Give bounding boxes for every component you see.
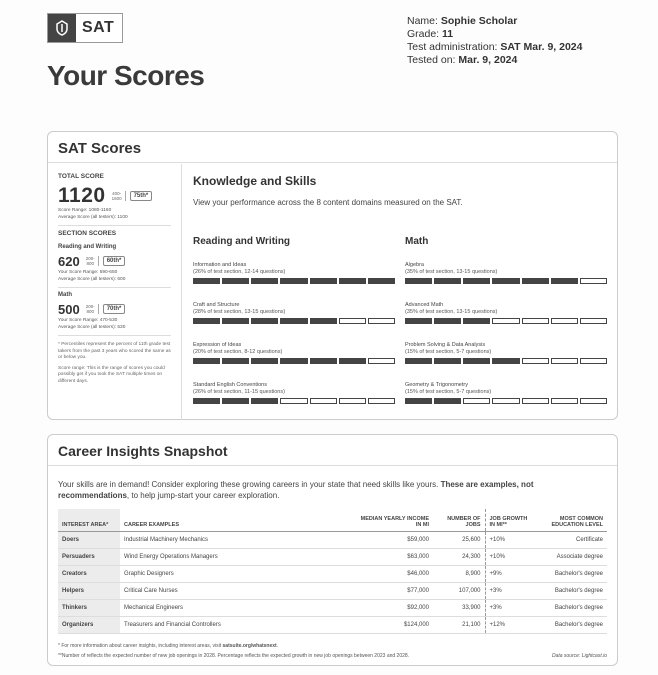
section-scores-label: SECTION SCORES	[58, 230, 117, 237]
total-average: Average Score (all testers): 1100	[58, 215, 128, 220]
growth-cell: +12%	[485, 616, 537, 633]
knowledge-description: View your performance across the 8 content domains measured on the SAT.	[193, 198, 463, 207]
education-cell: Bachelor's degree	[537, 582, 607, 599]
jobs-cell: 8,900	[433, 565, 485, 582]
performance-segment	[492, 358, 519, 364]
rw-domain	[193, 262, 395, 284]
performance-segment	[193, 318, 220, 324]
performance-segment	[434, 398, 461, 404]
performance-segment	[463, 318, 490, 324]
rw-average: Average Score (all testers): 600	[58, 277, 126, 282]
logo-text: SAT	[82, 19, 115, 36]
domain-name: Information and Ideas	[193, 262, 247, 268]
table-row	[58, 582, 607, 599]
performance-segment	[405, 278, 432, 284]
data-source: Data source: Lightcast.io	[551, 653, 607, 659]
performance-segment	[222, 398, 249, 404]
math-domain	[405, 382, 607, 404]
performance-segment	[405, 318, 432, 324]
performance-segment	[339, 398, 366, 404]
career-example-cell: Graphic Designers	[120, 565, 353, 582]
performance-segment	[551, 398, 578, 404]
performance-segment	[463, 358, 490, 364]
income-cell: $77,000	[353, 582, 433, 599]
fn1-b: .	[276, 643, 279, 649]
whatsnext-link[interactable]: satsuite.org/whatsnext	[222, 643, 277, 649]
domain-weight: (28% of test section, 13-15 questions)	[193, 309, 286, 315]
performance-segment	[405, 398, 432, 404]
performance-segment	[368, 358, 395, 364]
rw-domain	[193, 382, 395, 404]
education-cell: Bachelor's degree	[537, 616, 607, 633]
performance-segment	[551, 318, 578, 324]
table-row	[58, 531, 607, 548]
performance-bar	[193, 318, 395, 324]
performance-segment	[492, 278, 519, 284]
total-score-label: TOTAL SCORE	[58, 173, 104, 180]
math-domain	[405, 262, 607, 284]
career-example-cell: Critical Care Nurses	[120, 582, 353, 599]
performance-segment	[193, 358, 220, 364]
performance-segment	[251, 398, 278, 404]
desc-plain: Your skills are in demand! Consider exploring these growing careers in your state that need skills like yours.	[58, 480, 441, 489]
math-range	[86, 304, 99, 314]
interest-area-cell: Organizers	[58, 616, 120, 633]
range-bottom: 800	[86, 309, 94, 314]
rw-domain	[193, 302, 395, 324]
math-percentile: 70th*	[103, 304, 126, 314]
performance-segment	[580, 278, 607, 284]
performance-segment	[580, 318, 607, 324]
performance-segment	[580, 398, 607, 404]
interest-area-cell: Persuaders	[58, 548, 120, 565]
career-description	[58, 479, 598, 501]
performance-segment	[492, 398, 519, 404]
rw-score: 620	[58, 253, 80, 269]
performance-segment	[368, 318, 395, 324]
career-footnote-1	[58, 643, 278, 649]
math-domain	[405, 342, 607, 364]
sat-logo	[47, 13, 123, 43]
domain-name: Craft and Structure	[193, 302, 240, 308]
domain-name: Standard English Conventions	[193, 382, 267, 388]
career-example-cell: Wind Energy Operations Managers	[120, 548, 353, 565]
performance-segment	[222, 358, 249, 364]
col-interest-area: INTEREST AREA*	[58, 509, 120, 531]
performance-bar	[405, 278, 607, 284]
interest-area-cell: Creators	[58, 565, 120, 582]
performance-segment	[580, 358, 607, 364]
total-percentile: 75th*	[130, 191, 153, 201]
income-cell: $63,000	[353, 548, 433, 565]
performance-segment	[251, 278, 278, 284]
growth-cell: +3%	[485, 582, 537, 599]
student-grade: 11	[442, 28, 454, 40]
performance-segment	[551, 358, 578, 364]
total-score-range: Score Range: 1080-1160	[58, 208, 112, 213]
math-domain	[405, 302, 607, 324]
performance-bar	[405, 358, 607, 364]
acorn-icon	[48, 14, 76, 42]
domain-name: Expression of Ideas	[193, 342, 242, 348]
education-cell: Certificate	[537, 531, 607, 548]
table-row	[58, 616, 607, 633]
performance-segment	[310, 318, 337, 324]
student-info	[407, 15, 582, 67]
range-top: 200-	[85, 256, 95, 261]
domain-weight: (35% of test section, 13-15 questions)	[405, 309, 498, 315]
income-cell: $59,000	[353, 531, 433, 548]
performance-bar	[405, 318, 607, 324]
performance-segment	[522, 358, 549, 364]
tested-on-label: Tested on:	[407, 54, 459, 66]
range-footnote: Score range: This is the range of scores you could possibly get if you took the SAT multiple times on different days.	[58, 365, 165, 384]
performance-segment	[368, 398, 395, 404]
jobs-cell: 33,900	[433, 599, 485, 616]
performance-segment	[492, 318, 519, 324]
grade-label: Grade:	[407, 28, 443, 40]
performance-segment	[463, 398, 490, 404]
performance-segment	[310, 278, 337, 284]
performance-segment	[193, 278, 220, 284]
performance-segment	[280, 318, 307, 324]
performance-segment	[405, 358, 432, 364]
range-bottom: 800	[86, 261, 94, 266]
rw-percentile: 60th*	[103, 256, 126, 266]
domain-name: Algebra	[405, 262, 424, 268]
growth-cell: +3%	[485, 599, 537, 616]
performance-segment	[251, 318, 278, 324]
math-score: 500	[58, 301, 80, 317]
sat-scores-card	[47, 131, 618, 420]
rw-score-range: Your Score Range: 590-650	[58, 270, 118, 275]
performance-segment	[280, 398, 307, 404]
career-title: Career Insights Snapshot	[48, 435, 617, 466]
jobs-cell: 25,600	[433, 531, 485, 548]
performance-segment	[434, 278, 461, 284]
performance-segment	[310, 398, 337, 404]
performance-segment	[522, 318, 549, 324]
domain-weight: (26% of test section, 11-15 questions)	[193, 389, 285, 395]
performance-segment	[222, 278, 249, 284]
performance-bar	[405, 398, 607, 404]
performance-bar	[193, 398, 395, 404]
performance-segment	[368, 278, 395, 284]
income-cell: $124,000	[353, 616, 433, 633]
career-example-cell: Treasurers and Financial Controllers	[120, 616, 353, 633]
table-row	[58, 599, 607, 616]
domain-weight: (26% of test section, 12-14 questions)	[193, 269, 286, 275]
performance-segment	[522, 278, 549, 284]
table-row	[58, 565, 607, 582]
performance-segment	[339, 318, 366, 324]
performance-segment	[522, 398, 549, 404]
rw-domain	[193, 342, 395, 364]
domain-name: Advanced Math	[405, 302, 444, 308]
career-footnote-2: **Number of reflects the expected number of new job openings in 2028. Percentage reflects the expected growth in new job openings between 2023 and 2028.	[58, 653, 410, 659]
knowledge-title: Knowledge and Skills	[193, 174, 317, 188]
performance-segment	[551, 278, 578, 284]
performance-segment	[280, 278, 307, 284]
fn1-a: * For more information about career insights, including interest areas, visit	[58, 643, 223, 649]
student-name: Sophie Scholar	[440, 15, 518, 27]
jobs-cell: 24,300	[433, 548, 485, 565]
jobs-cell: 107,000	[433, 582, 485, 599]
performance-segment	[434, 318, 461, 324]
sat-scores-title: SAT Scores	[48, 132, 617, 163]
col-career-examples: CAREER EXAMPLES	[120, 509, 353, 531]
performance-segment	[251, 358, 278, 364]
math-score-range: Your Score Range: 470-530	[58, 318, 118, 323]
page-title: Your Scores	[47, 60, 205, 91]
performance-segment	[222, 318, 249, 324]
performance-bar	[193, 278, 395, 284]
test-admin-label: Test administration:	[407, 41, 501, 53]
growth-cell: +9%	[485, 565, 537, 582]
knowledge-skills	[193, 164, 613, 420]
score-summary	[48, 164, 182, 420]
interest-area-cell: Helpers	[58, 582, 120, 599]
col-jobs: NUMBER OF JOBS	[433, 509, 485, 531]
domain-name: Geometry & Trigonometry	[405, 382, 468, 388]
performance-segment	[339, 278, 366, 284]
total-score: 1120	[58, 184, 106, 207]
education-cell: Associate degree	[537, 548, 607, 565]
rw-heading: Reading and Writing	[193, 236, 291, 247]
desc-bold: These are examples, not recommendations	[58, 480, 534, 500]
rw-name: Reading and Writing	[58, 244, 117, 250]
career-example-cell: Mechanical Engineers	[120, 599, 353, 616]
education-cell: Bachelor's degree	[537, 599, 607, 616]
growth-cell: +10%	[485, 531, 537, 548]
col-education: MOST COMMON EDUCATION LEVEL	[537, 509, 607, 531]
domain-weight: (35% of test section, 13-15 questions)	[405, 269, 498, 275]
performance-segment	[280, 358, 307, 364]
percentile-footnote: * Percentiles represent the percent of 11th grade test takers from the past 3 years who scored the same as or below you.	[58, 342, 171, 360]
interest-area-cell: Thinkers	[58, 599, 120, 616]
jobs-cell: 21,100	[433, 616, 485, 633]
table-row	[58, 548, 607, 565]
math-name: Math	[58, 292, 72, 298]
math-average: Average Score (all testers): 530	[58, 325, 126, 330]
performance-segment	[434, 358, 461, 364]
domain-name: Problem Solving & Data Analysis	[405, 342, 486, 348]
performance-segment	[310, 358, 337, 364]
performance-segment	[463, 278, 490, 284]
income-cell: $92,000	[353, 599, 433, 616]
total-range	[112, 191, 126, 201]
career-example-cell: Industrial Machinery Mechanics	[120, 531, 353, 548]
growth-cell: +10%	[485, 548, 537, 565]
rw-range	[86, 256, 99, 266]
interest-area-cell: Doers	[58, 531, 120, 548]
col-growth: JOB GROWTH IN MI**	[485, 509, 537, 531]
range-top: 200-	[85, 304, 95, 309]
performance-segment	[339, 358, 366, 364]
performance-bar	[193, 358, 395, 364]
col-income: MEDIAN YEARLY INCOME IN MI	[353, 509, 433, 531]
math-heading: Math	[405, 236, 429, 247]
name-label: Name:	[407, 15, 441, 27]
test-admin: SAT Mar. 9, 2024	[500, 41, 583, 53]
desc-end: , to help jump-start your career exploration.	[126, 491, 280, 500]
domain-weight: (15% of test section, 5-7 questions)	[405, 349, 492, 355]
performance-segment	[193, 398, 220, 404]
tested-on: Mar. 9, 2024	[458, 54, 518, 66]
domain-weight: (15% of test section, 5-7 questions)	[405, 389, 492, 395]
career-insights-card	[47, 434, 618, 666]
range-top: 400-	[112, 191, 122, 196]
income-cell: $46,000	[353, 565, 433, 582]
education-cell: Bachelor's degree	[537, 565, 607, 582]
domain-weight: (20% of test section, 8-12 questions)	[193, 349, 283, 355]
range-bottom: 1600	[111, 196, 122, 201]
career-table	[58, 509, 607, 634]
